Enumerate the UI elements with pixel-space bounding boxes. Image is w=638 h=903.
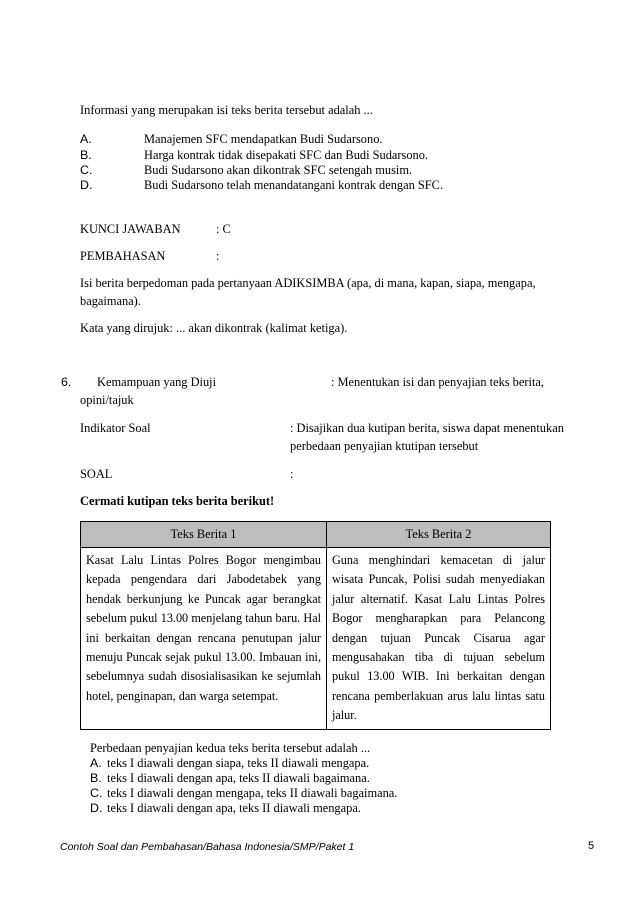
kunci-value: : C (216, 222, 231, 236)
q6-option-a-letter: A. (90, 756, 102, 770)
q6-option-c-text: teks I diawali dengan mengapa, teks II diawali bagaimana. (107, 786, 398, 800)
q6-option-b-letter: B. (90, 771, 102, 785)
q6-option-a-text: teks I diawali dengan siapa, teks II diawali mengapa. (107, 756, 370, 770)
page-footer: Contoh Soal dan Pembahasan/Bahasa Indonesia/SMP/Paket 1 (60, 841, 355, 853)
q5-option-d-letter: D. (80, 178, 93, 192)
indikator-value-1: : Disajikan dua kutipan berita, siswa dapat menentukan (290, 421, 564, 435)
kunci-label: KUNCI JAWABAN (80, 222, 181, 236)
pembahasan-label: PEMBAHASAN (80, 249, 166, 263)
kemampuan-continuation: opini/tajuk (80, 393, 134, 407)
kemampuan-value: : Menentukan isi dan penyajian teks berita, (331, 375, 544, 389)
q5-option-d-text: Budi Sudarsono telah menandatangani kontrak dengan SFC. (144, 178, 444, 192)
q6-option-d-letter: D. (90, 801, 103, 815)
q5-question: Informasi yang merupakan isi teks berita tersebut adalah ... (80, 103, 373, 117)
q6-question: Perbedaan penyajian kedua teks berita tersebut adalah ... (90, 741, 371, 755)
q5-option-b-letter: B. (80, 148, 92, 162)
q5-option-b-text: Harga kontrak tidak disepakati SFC dan Budi Sudarsono. (144, 148, 429, 162)
q6-option-d-text: teks I diawali dengan apa, teks II diawali mengapa. (107, 801, 361, 815)
pembahasan-line-2: bagaimana). (80, 294, 141, 308)
table-header-row (81, 522, 551, 548)
q5-option-c-text: Budi Sudarsono akan dikontrak SFC setengah musim. (144, 163, 413, 177)
q6-number: 6. (61, 375, 72, 389)
page-number: 5 (588, 840, 595, 852)
teks-berita-1: Kasat Lalu Lintas Polres Bogor mengimbau kepada pengendara dari Jabodetabek yang hendak berkunjung ke Puncak agar berangkat sebelum pukul 13.00 menjelang tahun baru. Hal ini berkaitan dengan rencana penutupan jalur menuju Puncak sejak pukul 13.00. Imbauan ini, sebelumnya sudah disosialisasikan ke sejumlah hotel, penginapan, dan warga setempat. (81, 548, 327, 730)
news-table (80, 521, 551, 730)
teks-berita-2: Guna menghindari kemacetan di jalur wisata Puncak, Polisi sudah menyediakan jalur alternatif. Kasat Lalu Lintas Polres Bogor mengharapkan para Pelancong dengan tujuan Puncak Cisarua agar mengusahakan tiba di tujuan sebelum pukul 13.00 WIB. Ini berkaitan dengan rencana pemberlakuan arus lalu lintas satu jalur. (327, 548, 551, 730)
pembahasan-line-1: Isi berita berpedoman pada pertanyaan ADIKSIMBA (apa, di mana, kapan, siapa, mengapa, (80, 276, 536, 290)
soal-label: SOAL (80, 467, 113, 481)
table-row (81, 548, 551, 730)
kemampuan-label: Kemampuan yang Diuji (97, 375, 217, 389)
q5-option-c-letter: C. (80, 163, 93, 177)
table-header: Teks Berita 2 (327, 522, 551, 548)
q5-option-a-text: Manajemen SFC mendapatkan Budi Sudarsono. (144, 132, 383, 146)
table-header: Teks Berita 1 (81, 522, 327, 548)
q5-option-a-letter: A. (80, 132, 92, 146)
kata-dirujuk: Kata yang dirujuk: ... akan dikontrak (kalimat ketiga). (80, 321, 348, 335)
soal-colon: : (290, 467, 294, 481)
indikator-label: Indikator Soal (80, 421, 151, 435)
q6-option-b-text: teks I diawali dengan apa, teks II diawali bagaimana. (107, 771, 370, 785)
instruction: Cermati kutipan teks berita berikut! (80, 494, 275, 508)
pembahasan-colon: : (216, 249, 220, 263)
indikator-value-2: perbedaan penyajian ktutipan tersebut (290, 439, 479, 453)
q6-option-c-letter: C. (90, 786, 103, 800)
